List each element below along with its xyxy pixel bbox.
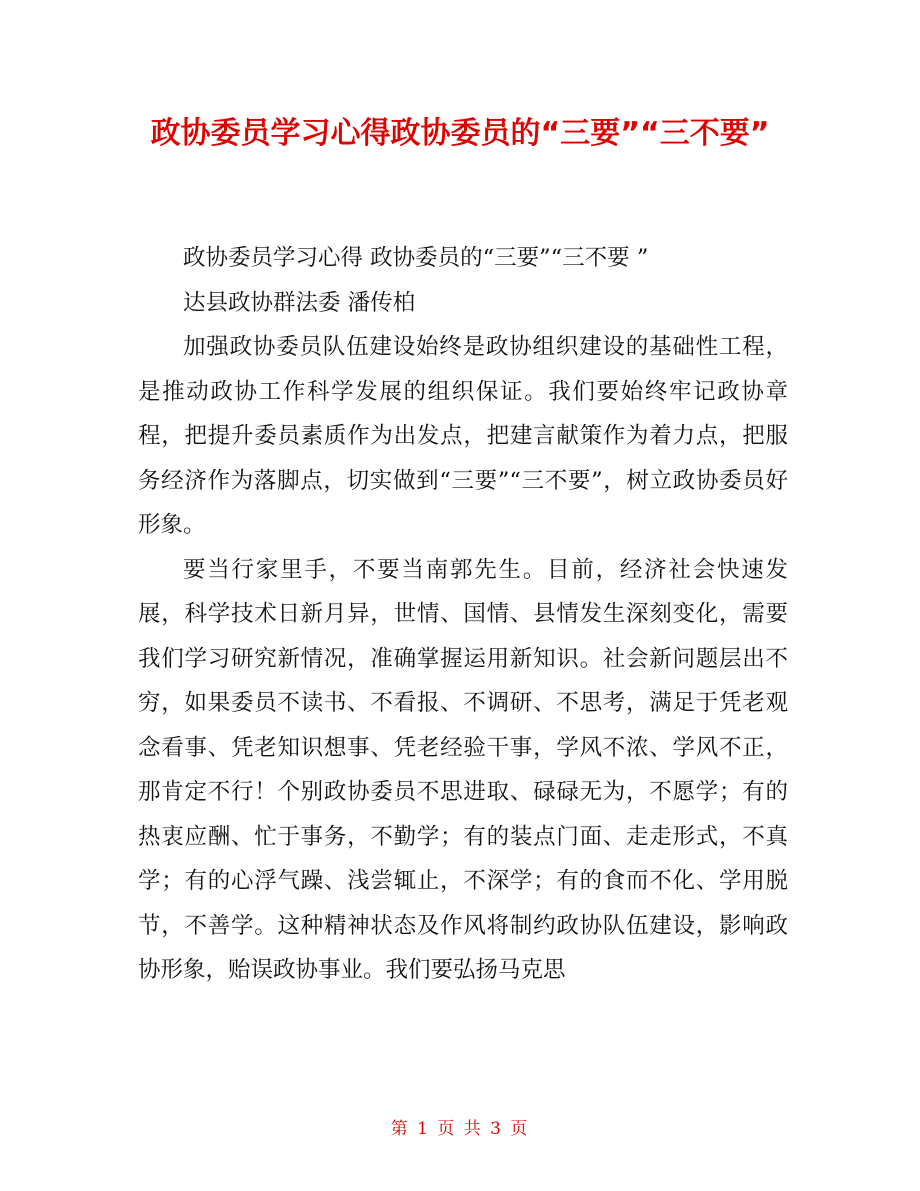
page-number-footer: 第 1 页 共 3 页 [390, 1119, 530, 1139]
document-subtitle: 政协委员学习心得 政协委员的“三要”“三不要 ” [183, 245, 649, 271]
paragraph-1: 加强政协委员队伍建设始终是政协组织建设的基础性工程，是推动政协工作科学发展的组织保证。我们要始终牢记政协章程，把提升委员素质作为出发点，把建言献策作为着力点，把服务经济作为落脚点，切实做到“三要”“三不要”，树立政协委员好形象。 [138, 334, 788, 538]
paragraph-2: 要当行家里手，不要当南郭先生。目前，经济社会快速发展，科学技术日新月异，世情、国情、县情发生深刻变化，需要我们学习研究新情况，准确掌握运用新知识。社会新问题层出不穷，如果委员不读书、不看报、不调研、不思考，满足于凭老观念看事、凭老知识想事、凭老经验干事，学风不浓、学风不正，那肯定不行！个别政协委员不思进取、碌碌无为，不愿学；有的热衷应酬、忙于事务，不勤学；有的装点门面、走走形式，不真学；有的心浮气躁、浅尝辄止，不深学；有的食而不化、学用脱节，不善学。这种精神状态及作风将制约政协队伍建设，影响政协形象，贻误政协事业。我们要弘扬马克思 [138, 556, 788, 983]
document-author: 达县政协群法委 潘传柏 [183, 289, 416, 316]
document-body [138, 236, 788, 993]
document-title: 政协委员学习心得政协委员的“三要”“三不要” [150, 116, 770, 151]
